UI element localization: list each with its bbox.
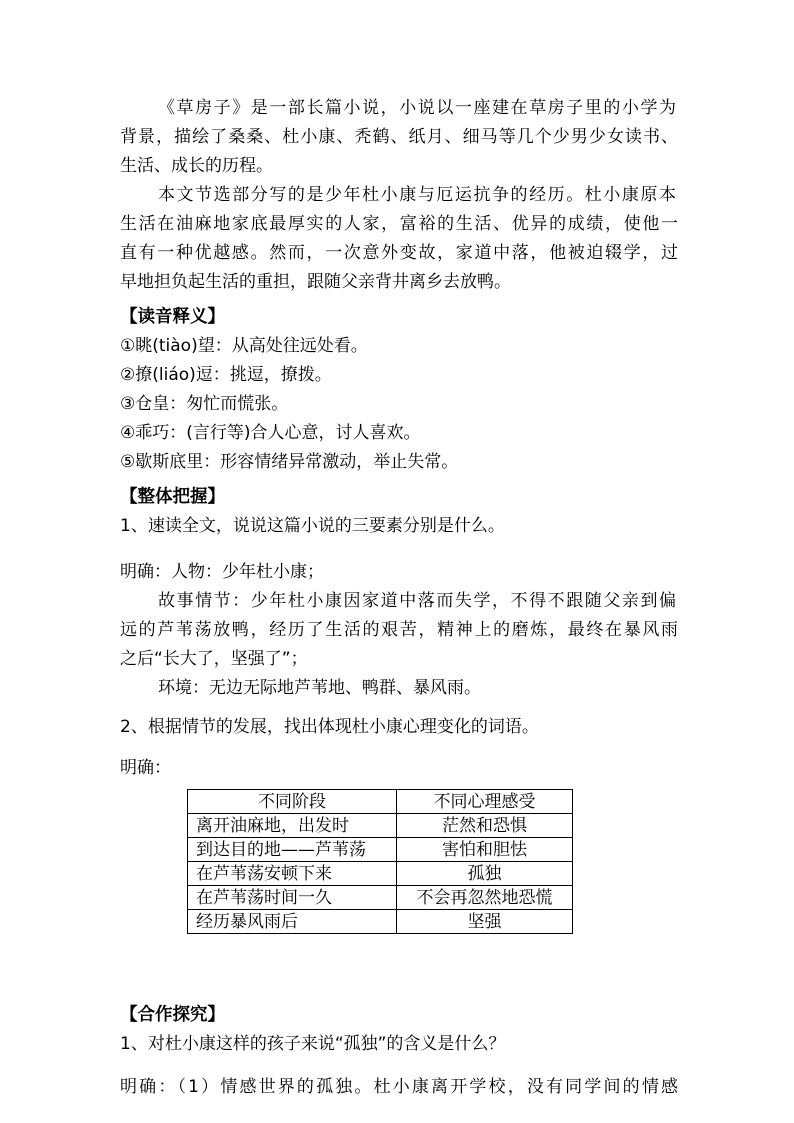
pronunciation-item: ①眺(tiào)望：从高处往远处看。 — [120, 336, 368, 356]
table-cell-stage: 离开油麻地，出发时 — [188, 814, 397, 838]
question-2: 2、根据情节的发展，找出体现杜小康心理变化的词语。 — [120, 717, 539, 737]
answer-plot-line: 之后“长大了，坚强了”； — [120, 649, 308, 669]
table-header-row — [188, 790, 573, 814]
intro-line: 《草房子》是一部长篇小说，小说以一座建在草房子里的小学为 — [158, 98, 676, 118]
intro-line: 背景，描绘了桑桑、杜小康、秃鹤、纸月、细马等几个少男少女读书、 — [120, 127, 678, 147]
intro-line: 本文节选部分写的是少年杜小康与厄运抗争的经历。杜小康原本 — [158, 185, 676, 205]
table-header-cell: 不同阶段 — [188, 790, 397, 814]
pronunciation-item: ⑤歇斯底里：形容情绪异常激动，举止失常。 — [120, 452, 459, 472]
intro-line: 生活在油麻地家底最厚实的人家，富裕的生活、优异的成绩，使他一 — [120, 214, 678, 234]
answer-environment: 环境：无边无际地芦苇地、鸭群、暴风雨。 — [158, 678, 481, 698]
cooperation-question-1: 1、对杜小康这样的孩子来说“孤独”的含义是什么？ — [120, 1034, 506, 1054]
table-cell-feeling: 害怕和胆怯 — [397, 838, 573, 862]
answer-plot-line: 远的芦苇荡放鸭，经历了生活的艰苦，精神上的磨炼，最终在暴风雨 — [120, 620, 678, 640]
table-row — [188, 814, 573, 838]
pronunciation-item: ④乖巧：(言行等)合人心意，讨人喜欢。 — [120, 423, 421, 443]
table-row — [188, 862, 573, 886]
intro-line: 直有一种优越感。然而，一次意外变故，家道中落，他被迫辍学，过 — [120, 243, 678, 263]
section-heading-cooperation: 【合作探究】 — [120, 1005, 225, 1025]
answer-plot-line: 故事情节：少年杜小康因家道中落而失学，不得不跟随父亲到偏 — [158, 591, 676, 611]
pronunciation-item: ③仓皇：匆忙而慌张。 — [120, 394, 289, 414]
table-row — [188, 910, 573, 934]
table-cell-feeling: 坚强 — [397, 910, 573, 934]
table-row — [188, 838, 573, 862]
intro-line: 早地担负起生活的重担，跟随父亲背井离乡去放鸭。 — [120, 272, 511, 292]
table-row — [188, 886, 573, 910]
table-cell-feeling: 不会再忽然地恐慌 — [397, 886, 573, 910]
table-header-cell: 不同心理感受 — [397, 790, 573, 814]
table-cell-feeling: 孤独 — [397, 862, 573, 886]
psychology-table — [187, 789, 573, 934]
intro-line: 生活、成长的历程。 — [120, 156, 273, 176]
table-cell-stage: 经历暴风雨后 — [188, 910, 397, 934]
answer-2-label: 明确： — [120, 758, 171, 778]
table-cell-stage: 在芦苇荡安顿下来 — [188, 862, 397, 886]
section-heading-pronunciation: 【读音释义】 — [120, 307, 225, 327]
table-cell-feeling: 茫然和恐惧 — [397, 814, 573, 838]
table-cell-stage: 到达目的地——芦苇荡 — [188, 838, 397, 862]
section-heading-overall: 【整体把握】 — [120, 487, 225, 507]
question-1: 1、速读全文，说说这篇小说的三要素分别是什么。 — [120, 516, 505, 536]
pronunciation-item: ②撩(liáo)逗：挑逗，撩拨。 — [120, 365, 332, 385]
table-cell-stage: 在芦苇荡时间一久 — [188, 886, 397, 910]
cooperation-answer-1: 明确：（1）情感世界的孤独。杜小康离开学校，没有同学间的情感 — [120, 1077, 678, 1097]
answer-character: 明确：人物：少年杜小康； — [120, 562, 324, 582]
